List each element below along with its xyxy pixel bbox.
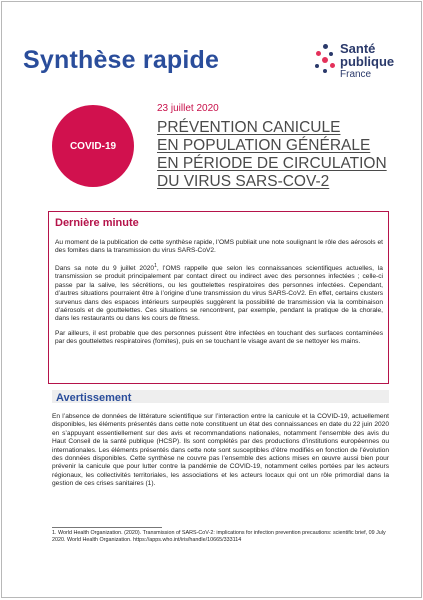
avertissement-heading: Avertissement <box>56 392 132 404</box>
derniere-minute-heading: Dernière minute <box>55 217 139 229</box>
avertissement-header <box>52 390 389 403</box>
logo-line-3: France <box>340 69 372 80</box>
headline <box>157 119 402 191</box>
logo-line-2: publique <box>340 54 395 69</box>
sante-publique-france-logo <box>314 42 414 86</box>
document-title: Synthèse rapide <box>23 46 220 74</box>
document-page <box>1 1 422 598</box>
publication-date: 23 juillet 2020 <box>157 103 219 114</box>
covid-badge-label: COVID-19 <box>69 140 117 152</box>
derniere-minute-box <box>48 211 389 384</box>
logo-dots-icon <box>314 44 338 78</box>
footnote-ref[interactable]: 1 <box>154 262 157 269</box>
headline-line: EN PÉRIODE DE CIRCULATION <box>157 155 387 172</box>
headline-line: DU VIRUS SARS-COV-2 <box>157 173 330 190</box>
logo-line-1: Santé <box>340 41 376 56</box>
headline-line: PRÉVENTION CANICULE <box>157 119 341 136</box>
derniere-minute-paragraph-3: Par ailleurs, il est probable que des personnes puissent être infectées en touchant des surfaces contaminées par des gouttelettes respiratoires (fomites), puis en se touchant le visage avant de se nettoyer les mains. <box>55 329 383 346</box>
headline-line: EN POPULATION GÉNÉRALE <box>157 137 371 154</box>
footnote: 1. World Health Organization. (2020). Transmission of SARS-CoV-2: implications for infection prevention precautions: scientific brief, 09 July 2020. World Health Organization. https://apps.who.int/iris/handle/10665/333114 <box>52 530 386 543</box>
paragraph-2-rest: , l’OMS rappelle que selon les connaissances scientifiques actuelles, la transmission se produit principalement par contact direct ou indirect avec des personnes infectées ; celle-ci passe par la salive, les sécrétions, ou les gouttelettes respiratoires des personnes infectées. Cependant, d’autres situations pourraient être à l’origine d’une transmission du virus SARS-CoV2. En effet, certains clusters survenus dans des espaces intérieurs surpeuplés suggèrent la possibilité de transmission via la combinaison d’aérosols et de gouttelettes. Ces situations se rencontrent, par exemple, pendant la pratique de la chorale, dans les restaurants ou dans les cours de fitness. <box>55 265 383 323</box>
footnote-divider <box>52 527 162 528</box>
derniere-minute-paragraph-2 <box>55 262 383 324</box>
avertissement-paragraph: En l’absence de données de littérature scientifique sur l’interaction entre la canicule et la COVID-19, actuellement disponibles, les éléments présentés dans cette note constituent un état des connaissances en date du 22 juin 2020 en s’appuyant essentiellement sur des avis et recommandations nationales, notamment l’ensemble des avis du Haut Conseil de la santé publique (HCSP). Ils sont complétés par des productions d’institutions européennes ou internationales. Les éléments présentés dans cette note sont susceptibles d’être modifiés en fonction de l’évolution des données disponibles. Cette synthèse ne couvre pas l’ensemble des actions mises en œuvre aussi bien pour prévenir la canicule que pour lutter contre la pandémie de COVID-19, notamment celles portées par les acteurs régionaux, les collectivités territoriales, les associations et les acteurs locaux qui ont un rôle primordial dans la gestion de ces crises sanitaires (1). <box>52 413 389 488</box>
avertissement-body <box>52 413 389 495</box>
covid-badge <box>52 105 134 187</box>
paragraph-2-start: Dans sa note du 9 juillet 2020 <box>55 265 155 272</box>
derniere-minute-paragraph-1: Au moment de la publication de cette synthèse rapide, l’OMS publiait une note soulignant le rôle des aérosols et des fomites dans la transmission du virus SARS-CoV2. <box>55 239 383 255</box>
